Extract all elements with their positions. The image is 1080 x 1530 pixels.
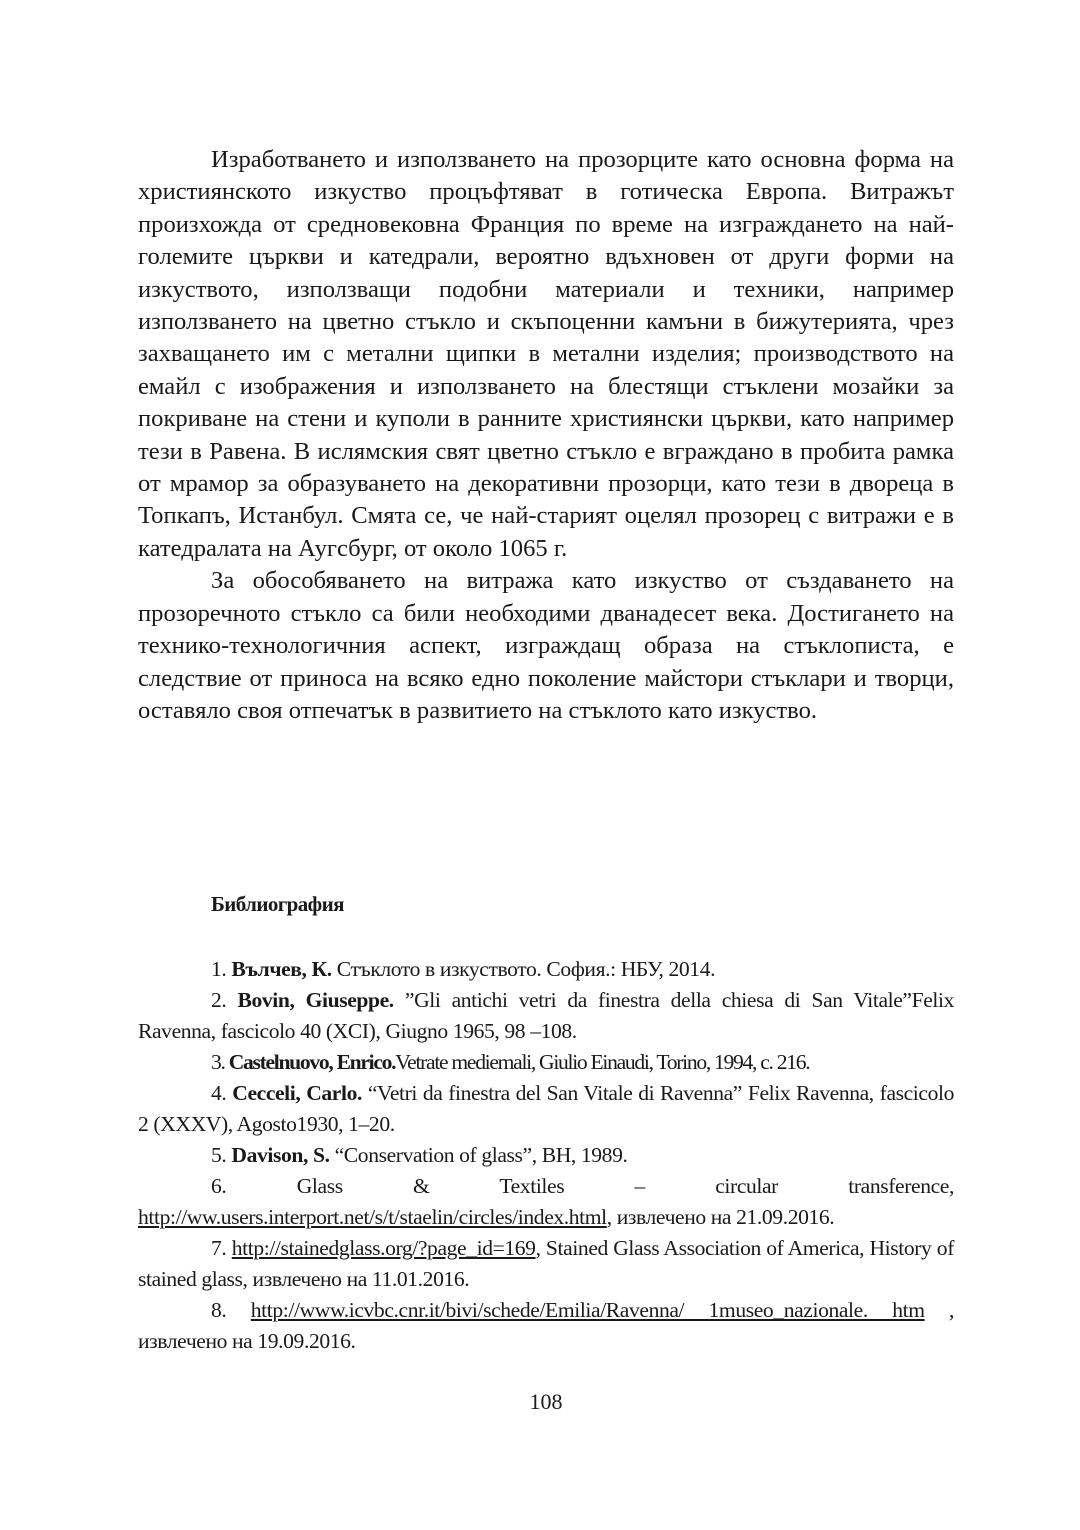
entry-text: Стъклото в изкуството. София.: НБУ, 2014.: [331, 957, 716, 981]
entry-number: 6.: [211, 1174, 297, 1198]
entry-text: , Stained Glass Association of America, History of stained glass, извлечено на 11.01.2016.: [138, 1236, 954, 1291]
bibliography-entry: [138, 1140, 954, 1171]
paragraph: За обособяването на витража като изкуство от създаването на прозоречното стъкло са били необходими дванадесет века. Достигането на технико-технологичния аспект, изграждащ образа на стъклописта, е следствие от приноса на всяко едно поколение майстори стъклари и творци, оставяло своя отпечатък в развитието на стъклото като изкуство.: [138, 567, 954, 724]
bibliography-entry: [138, 1078, 954, 1140]
bibliography-entry: [138, 1047, 954, 1078]
bibliography-list: [138, 954, 954, 1357]
entry-text: Vetrate mediemali, Giulio Einaudi, Torino, 1994, с. 216.: [395, 1050, 810, 1074]
entry-author: Cecceli, Carlo.: [232, 1081, 362, 1105]
bibliography-entry: [138, 954, 954, 985]
entry-link[interactable]: http://ww.users.interport.net/s/t/staelin/circles/index.html: [138, 1205, 607, 1229]
entry-author: Davison, S.: [231, 1143, 330, 1167]
bibliography-entry: [138, 985, 954, 1047]
document-page: [138, 144, 954, 1414]
body-text: [138, 144, 954, 727]
page-number: 108: [529, 1389, 563, 1414]
entry-number: 2.: [211, 988, 238, 1012]
entry-author: Castelnuovo, Enrico.: [228, 1050, 396, 1074]
entry-number: 5.: [211, 1143, 232, 1167]
entry-author: Bovin, Giuseppe.: [237, 988, 394, 1012]
entry-link[interactable]: http://stainedglass.org/?page_id=169: [231, 1236, 536, 1260]
entry-text: , извлечено на 19.09.2016.: [138, 1298, 954, 1353]
entry-text: “Vetri da finestra del San Vitale di Ravenna” Felix Ravenna, fascicolo 2 (XXXV), Agosto1930, 1–20.: [138, 1081, 954, 1136]
bibliography-heading: Библиография: [211, 892, 344, 916]
entry-author: Вълчев, К.: [231, 957, 332, 981]
bibliography-entry: [138, 1233, 954, 1295]
entry-text: ”Gli antichi vetri da finestra della chiesa di San Vitale”Felix Ravenna, fascicolo 40 (XCI), Giugno 1965, 98 –108.: [138, 988, 954, 1043]
bibliography-entry: [138, 1295, 954, 1357]
entry-text: Glass & Textiles – circular transference,: [296, 1174, 954, 1198]
paragraph: Изработването и използването на прозорците като основна форма на християнското изкуство процъфтяват в готическа Европа. Витражът произхожда от средновековна Франция по време на изграждането на най-големите църкви и катедрали, вероятно вдъхновен от други форми на изкуството, използващи подобни материали и техники, например използването на цветно стъкло и скъпоценни камъни в бижутерията, чрез захващането им с метални щипки в метални изделия; производството на емайл с изображения и използването на блестящи стъклени мозайки за покриване на стени и куполи в ранните християнски църкви, като например тези в Равена. В ислямския свят цветно стъкло е вграждано в пробита рамка от мрамор за образуването на декоративни прозорци, като тези в двореца в Топкапъ, Истанбул. Смята се, че най-старият оцелял прозорец с витражи е в катедралата на Аугсбург, от около 1065 г.: [138, 146, 954, 562]
entry-number: 1.: [211, 957, 232, 981]
entry-number: 4.: [211, 1081, 233, 1105]
entry-number: 3.: [211, 1050, 229, 1074]
entry-text: “Conservation of glass”, BH, 1989.: [329, 1143, 628, 1167]
bibliography-entry: [138, 1171, 954, 1233]
entry-text: , извлечено на 21.09.2016.: [606, 1205, 835, 1229]
entry-number: 8.: [211, 1298, 251, 1322]
entry-number: 7.: [211, 1236, 232, 1260]
entry-link[interactable]: http://www.icvbc.cnr.it/bivi/schede/Emilia/Ravenna/ 1museo_nazionale. htm: [250, 1298, 925, 1322]
